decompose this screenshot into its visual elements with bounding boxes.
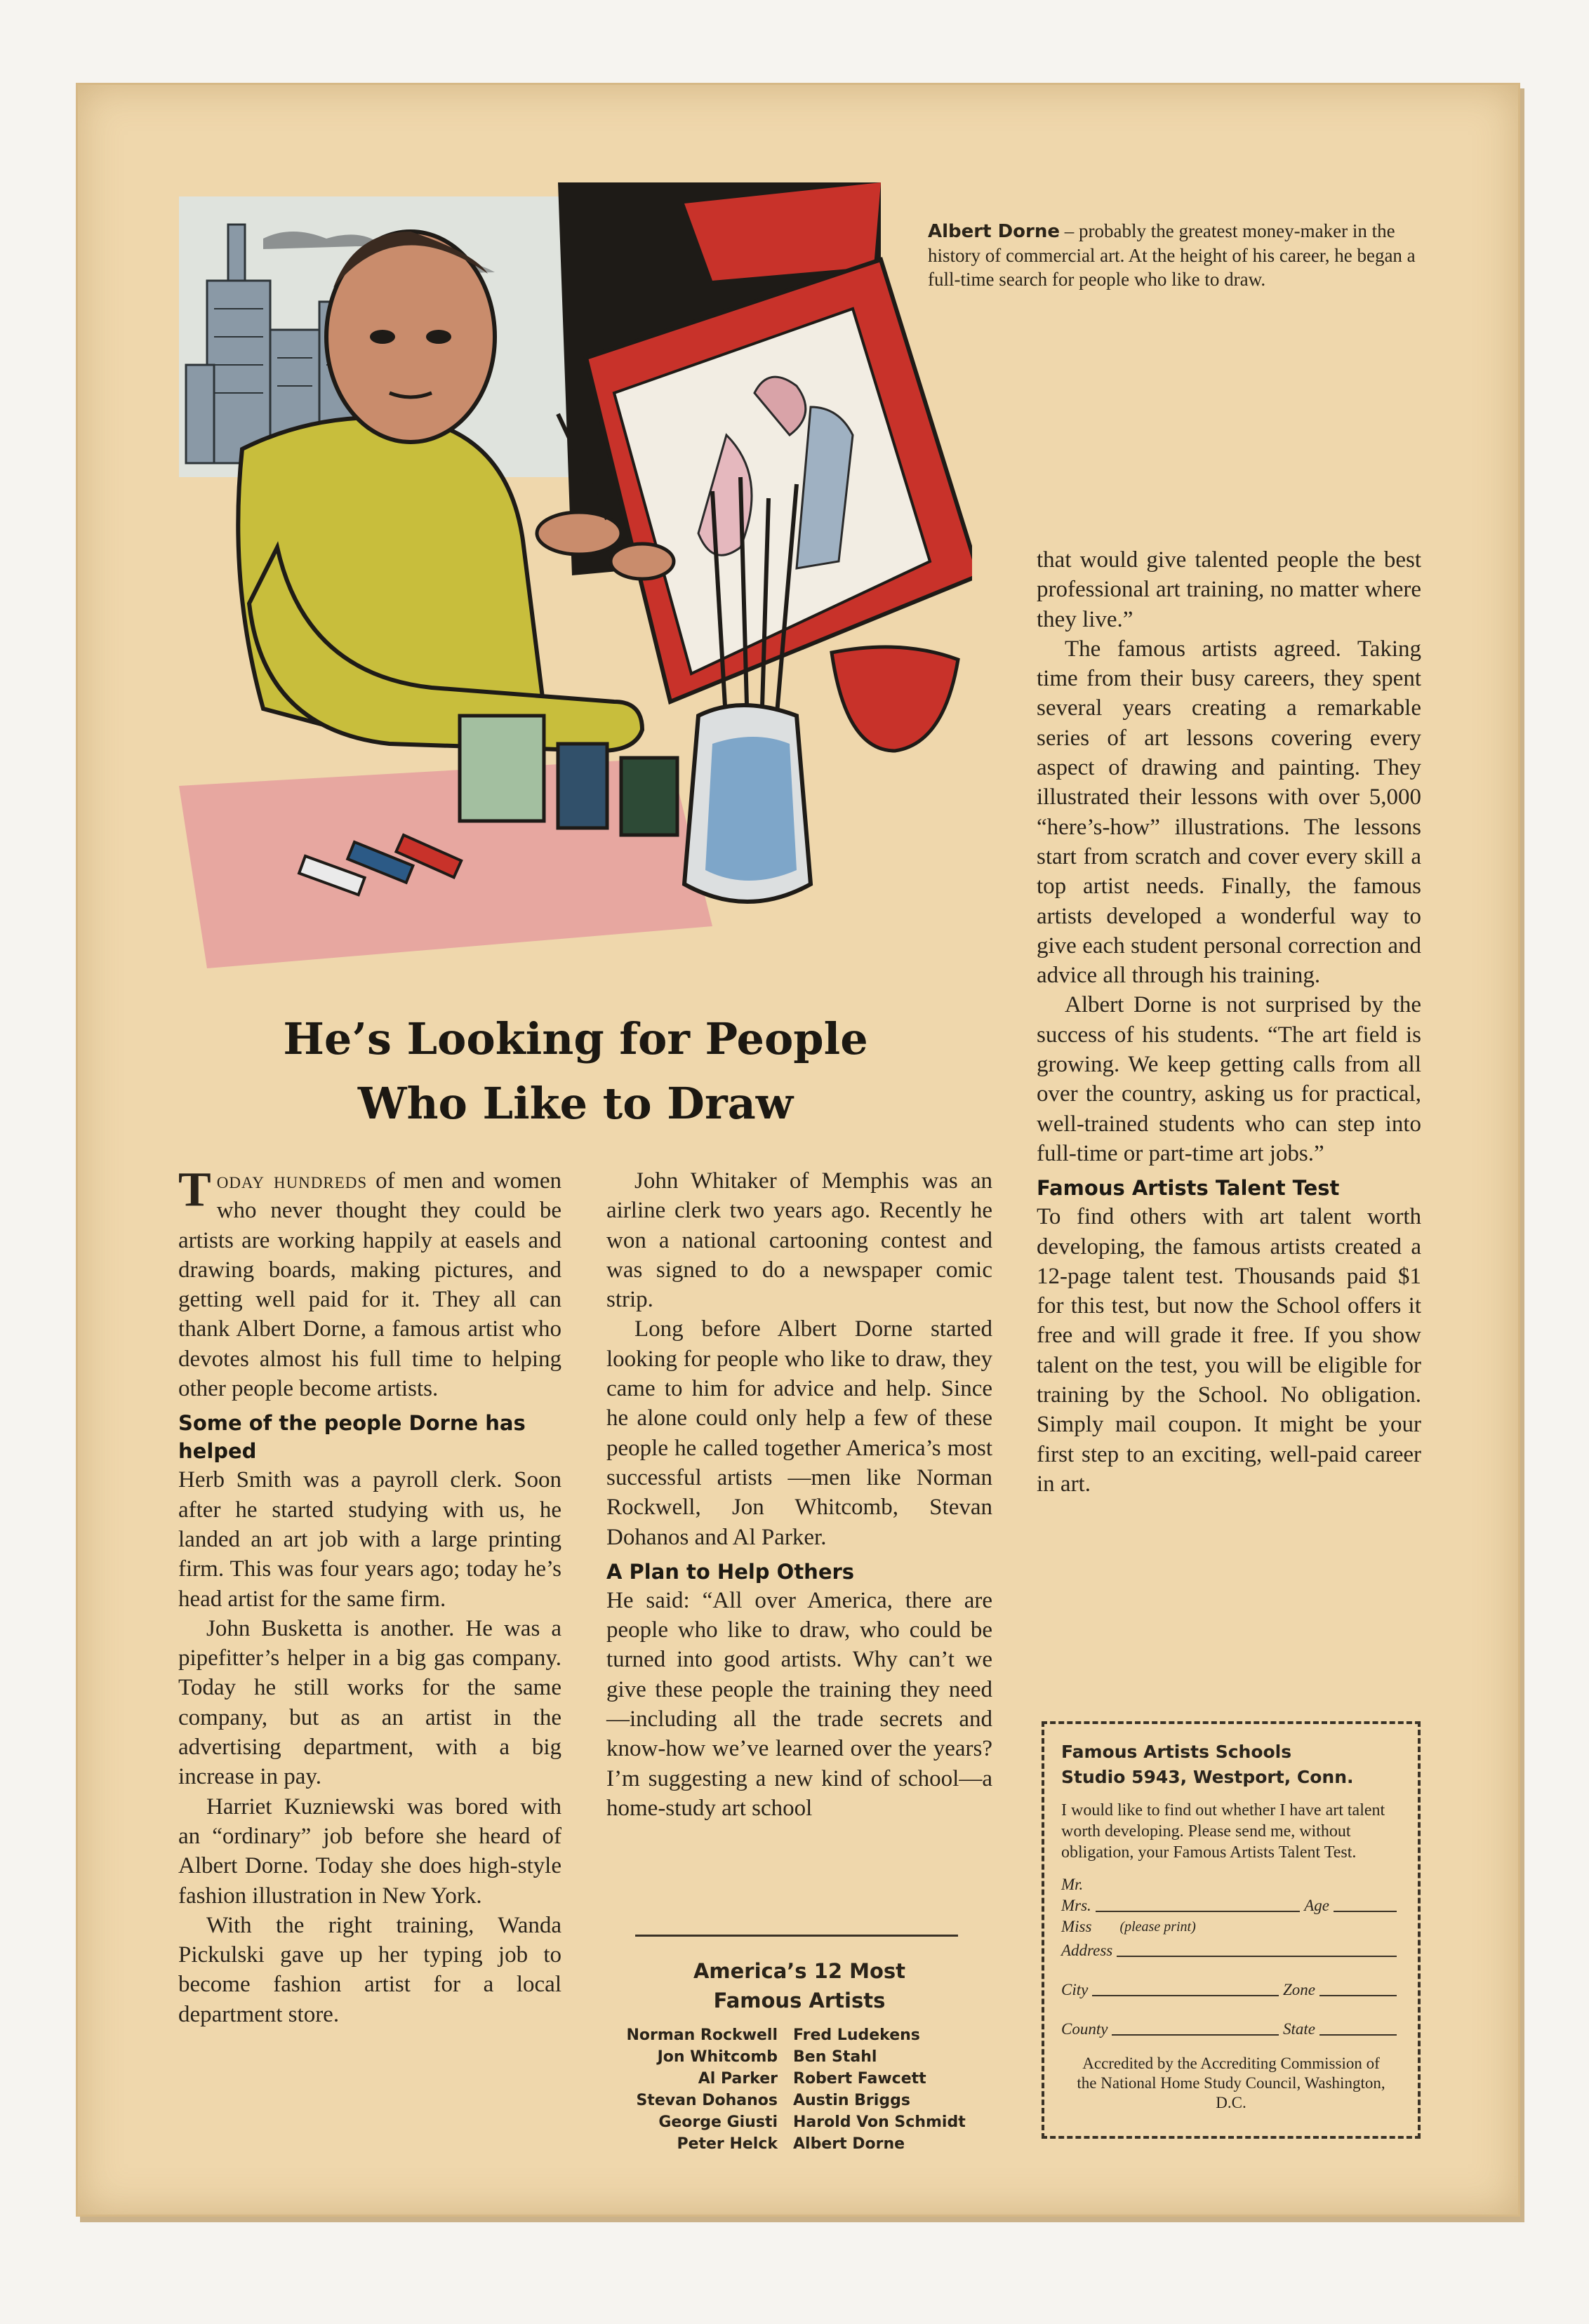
artist-name: Peter Helck	[677, 2135, 778, 2153]
paragraph-artists-agreed: The famous artists agreed. Taking time from their busy careers, they spent several years creating a remarkable series of art lessons covering every aspect of drawing and painting. They illustrated their lessons with over 5,000 “here’s-how” illustrations. The lessons start from scratch and cover every skill a top artist needs. Finally, the famous artists developed a wonderful way to give each student personal correction and advice all through his training.	[1037, 636, 1421, 989]
headline-line-2: Who Like to Draw	[357, 1078, 794, 1129]
coupon-miss-line	[1061, 1918, 1401, 1936]
coupon-miss-label: Miss	[1061, 1918, 1092, 1935]
subhead-plan-to-help: A Plan to Help Others	[606, 1559, 855, 1584]
paragraph-he-said: He said: “All over America, there are people who like to draw, who could be turned into good artists. Why can’t we give these people the training they need—including all the trade secrets and know-how we’ve learned over the years? I’m suggesting a new kind of school—a home-study art school	[606, 1587, 992, 1821]
coupon-county-line[interactable]	[1061, 2020, 1401, 2038]
paragraph-talent-test: To find others with art talent worth developing, the famous artists created a 12-page talent test. Thousands paid $1 for this test, but now the School offers it free and will grade it free. If you show talent on the test, you will be eligible for training by the School. No obligation. Simply mail coupon. It might be your first step to an exciting, well-paid career in art.	[1037, 1204, 1421, 1497]
artist-name: Albert Dorne	[793, 2135, 905, 2153]
artist-name: Al Parker	[698, 2070, 778, 2088]
coupon-age-label: Age	[1304, 1897, 1329, 1914]
coupon-state-label: State	[1283, 2020, 1315, 2038]
artists-box-title	[606, 1956, 992, 2015]
county-field[interactable]	[1112, 2034, 1279, 2036]
artist-name: Ben Stahl	[793, 2048, 877, 2066]
artist-row	[602, 2046, 999, 2068]
headline-line-1: He’s Looking for People	[283, 1013, 868, 1064]
paragraph-not-surprised: Albert Dorne is not surprised by the success of his students. “The art field is growing. We keep getting calls from all over the country, asking us for practical, well-trained students who can step into full-time or part-time art jobs.”	[1037, 992, 1421, 1166]
intro-text: of men and women who never thought they could be artists are working happily at easels and drawing boards, making pictures, and getting well paid for it. They all can thank Albert Dorne, a famous artist who devotes almost his full time to helping other people become artists.	[178, 1168, 561, 1402]
paragraph-continuation: that would give talented people the best professional art training, no matter where they live.”	[1037, 547, 1421, 632]
coupon-name-line[interactable]	[1061, 1897, 1401, 1915]
coupon-school-name: Famous Artists Schools	[1061, 1742, 1292, 1762]
famous-artists-list	[602, 2024, 999, 2155]
age-field[interactable]	[1334, 1911, 1397, 1912]
lead-caps: oday hundreds	[216, 1168, 368, 1194]
accreditation-note: Accredited by the Accrediting Commission of the National Home Study Council, Washington, D.C.	[1077, 2055, 1385, 2111]
coupon-city-line[interactable]	[1061, 1981, 1401, 1999]
mail-coupon[interactable]	[1042, 1721, 1421, 2139]
paragraph-wanda-pickulski: With the right training, Wanda Pickulski gave up her typing job to become fashion artist for a local department store.	[178, 1912, 561, 2027]
coupon-address-line[interactable]	[1061, 1942, 1401, 1960]
coupon-request-text: I would like to find out whether I have art talent worth developing. Please send me, without obligation, your Famous Artists Talent Test.	[1061, 1801, 1385, 1862]
subhead-talent-test: Famous Artists Talent Test	[1037, 1176, 1340, 1201]
artist-row	[602, 2024, 999, 2046]
coupon-zone-label: Zone	[1283, 1981, 1315, 1998]
paragraph-herb-smith: Herb Smith was a payroll clerk. Soon after he started studying with us, he landed an art job with a large printing firm. This was four years ago; today he’s head artist for the same firm.	[178, 1467, 561, 1612]
name-field[interactable]	[1096, 1911, 1300, 1912]
zone-field[interactable]	[1319, 1995, 1397, 1996]
subhead-people-helped: Some of the people Dorne has helped	[178, 1411, 526, 1464]
artist-row	[602, 2068, 999, 2090]
artist-row	[602, 2111, 999, 2133]
artist-name: Norman Rockwell	[626, 2026, 778, 2044]
paragraph-long-before: Long before Albert Dorne started looking for people who like to draw, they came to him for advice and help. Since he alone could only help a few of these people he called together America’s most successful artists —men like Norman Rockwell, Jon Whitcomb, Stevan Dohanos and Al Parker.	[606, 1316, 992, 1550]
text-column-1	[178, 1163, 561, 2029]
coupon-city-label: City	[1061, 1981, 1089, 1998]
artist-name: George Giusti	[658, 2113, 778, 2131]
coupon-mr-line	[1061, 1876, 1401, 1894]
please-print-note: (please print)	[1119, 1919, 1196, 1935]
state-field[interactable]	[1319, 2034, 1397, 2036]
artists-title-line-1: America’s 12 Most	[693, 1959, 906, 1983]
caption-text: – probably the greatest money-maker in the history of commercial art. At the height of his career, he began a full-time search for people who like to draw.	[928, 220, 1416, 290]
artist-row	[602, 2133, 999, 2155]
coupon-county-label: County	[1061, 2020, 1108, 2038]
address-field[interactable]	[1117, 1956, 1397, 1957]
coupon-mrs-label: Mrs.	[1061, 1897, 1091, 1914]
coupon-address-label: Address	[1061, 1942, 1113, 1959]
intro-paragraph	[178, 1163, 561, 1403]
text-column-2	[606, 1166, 992, 1823]
artists-title-line-2: Famous Artists	[713, 1989, 886, 2012]
paragraph-john-busketta: John Busketta is another. He was a pipefitter’s helper in a big gas company. Today he still works for the same company, but as an artist in the advertising department, with a big increase in pay.	[178, 1615, 561, 1790]
artist-name: Stevan Dohanos	[636, 2092, 778, 2109]
illustration-caption	[928, 219, 1419, 291]
artist-row	[602, 2090, 999, 2111]
ad-headline	[179, 1007, 972, 1136]
paragraph-john-whitaker: John Whitaker of Memphis was an airline clerk two years ago. Recently he won a national cartooning contest and was signed to do a newspaper comic strip.	[606, 1168, 992, 1313]
coupon-studio-address: Studio 5943, Westport, Conn.	[1061, 1767, 1354, 1787]
divider-rule	[635, 1935, 958, 1937]
artist-name: Robert Fawcett	[793, 2070, 926, 2088]
artist-name: Jon Whitcomb	[657, 2048, 778, 2066]
city-field[interactable]	[1092, 1995, 1279, 1996]
artist-name: Fred Ludekens	[793, 2026, 920, 2044]
coupon-mr-label: Mr.	[1061, 1876, 1084, 1893]
paragraph-harriet-kuzniewski: Harriet Kuzniewski was bored with an “ordinary” job before she heard of Albert Dorne. Today she does high-style fashion illustration in New York.	[178, 1794, 561, 1909]
artist-illustration	[179, 182, 972, 989]
text-column-3	[1037, 545, 1421, 1499]
drop-cap: T	[178, 1163, 211, 1217]
caption-name: Albert Dorne	[928, 221, 1060, 242]
artist-name: Austin Briggs	[793, 2092, 910, 2109]
artist-name: Harold Von Schmidt	[793, 2113, 966, 2131]
